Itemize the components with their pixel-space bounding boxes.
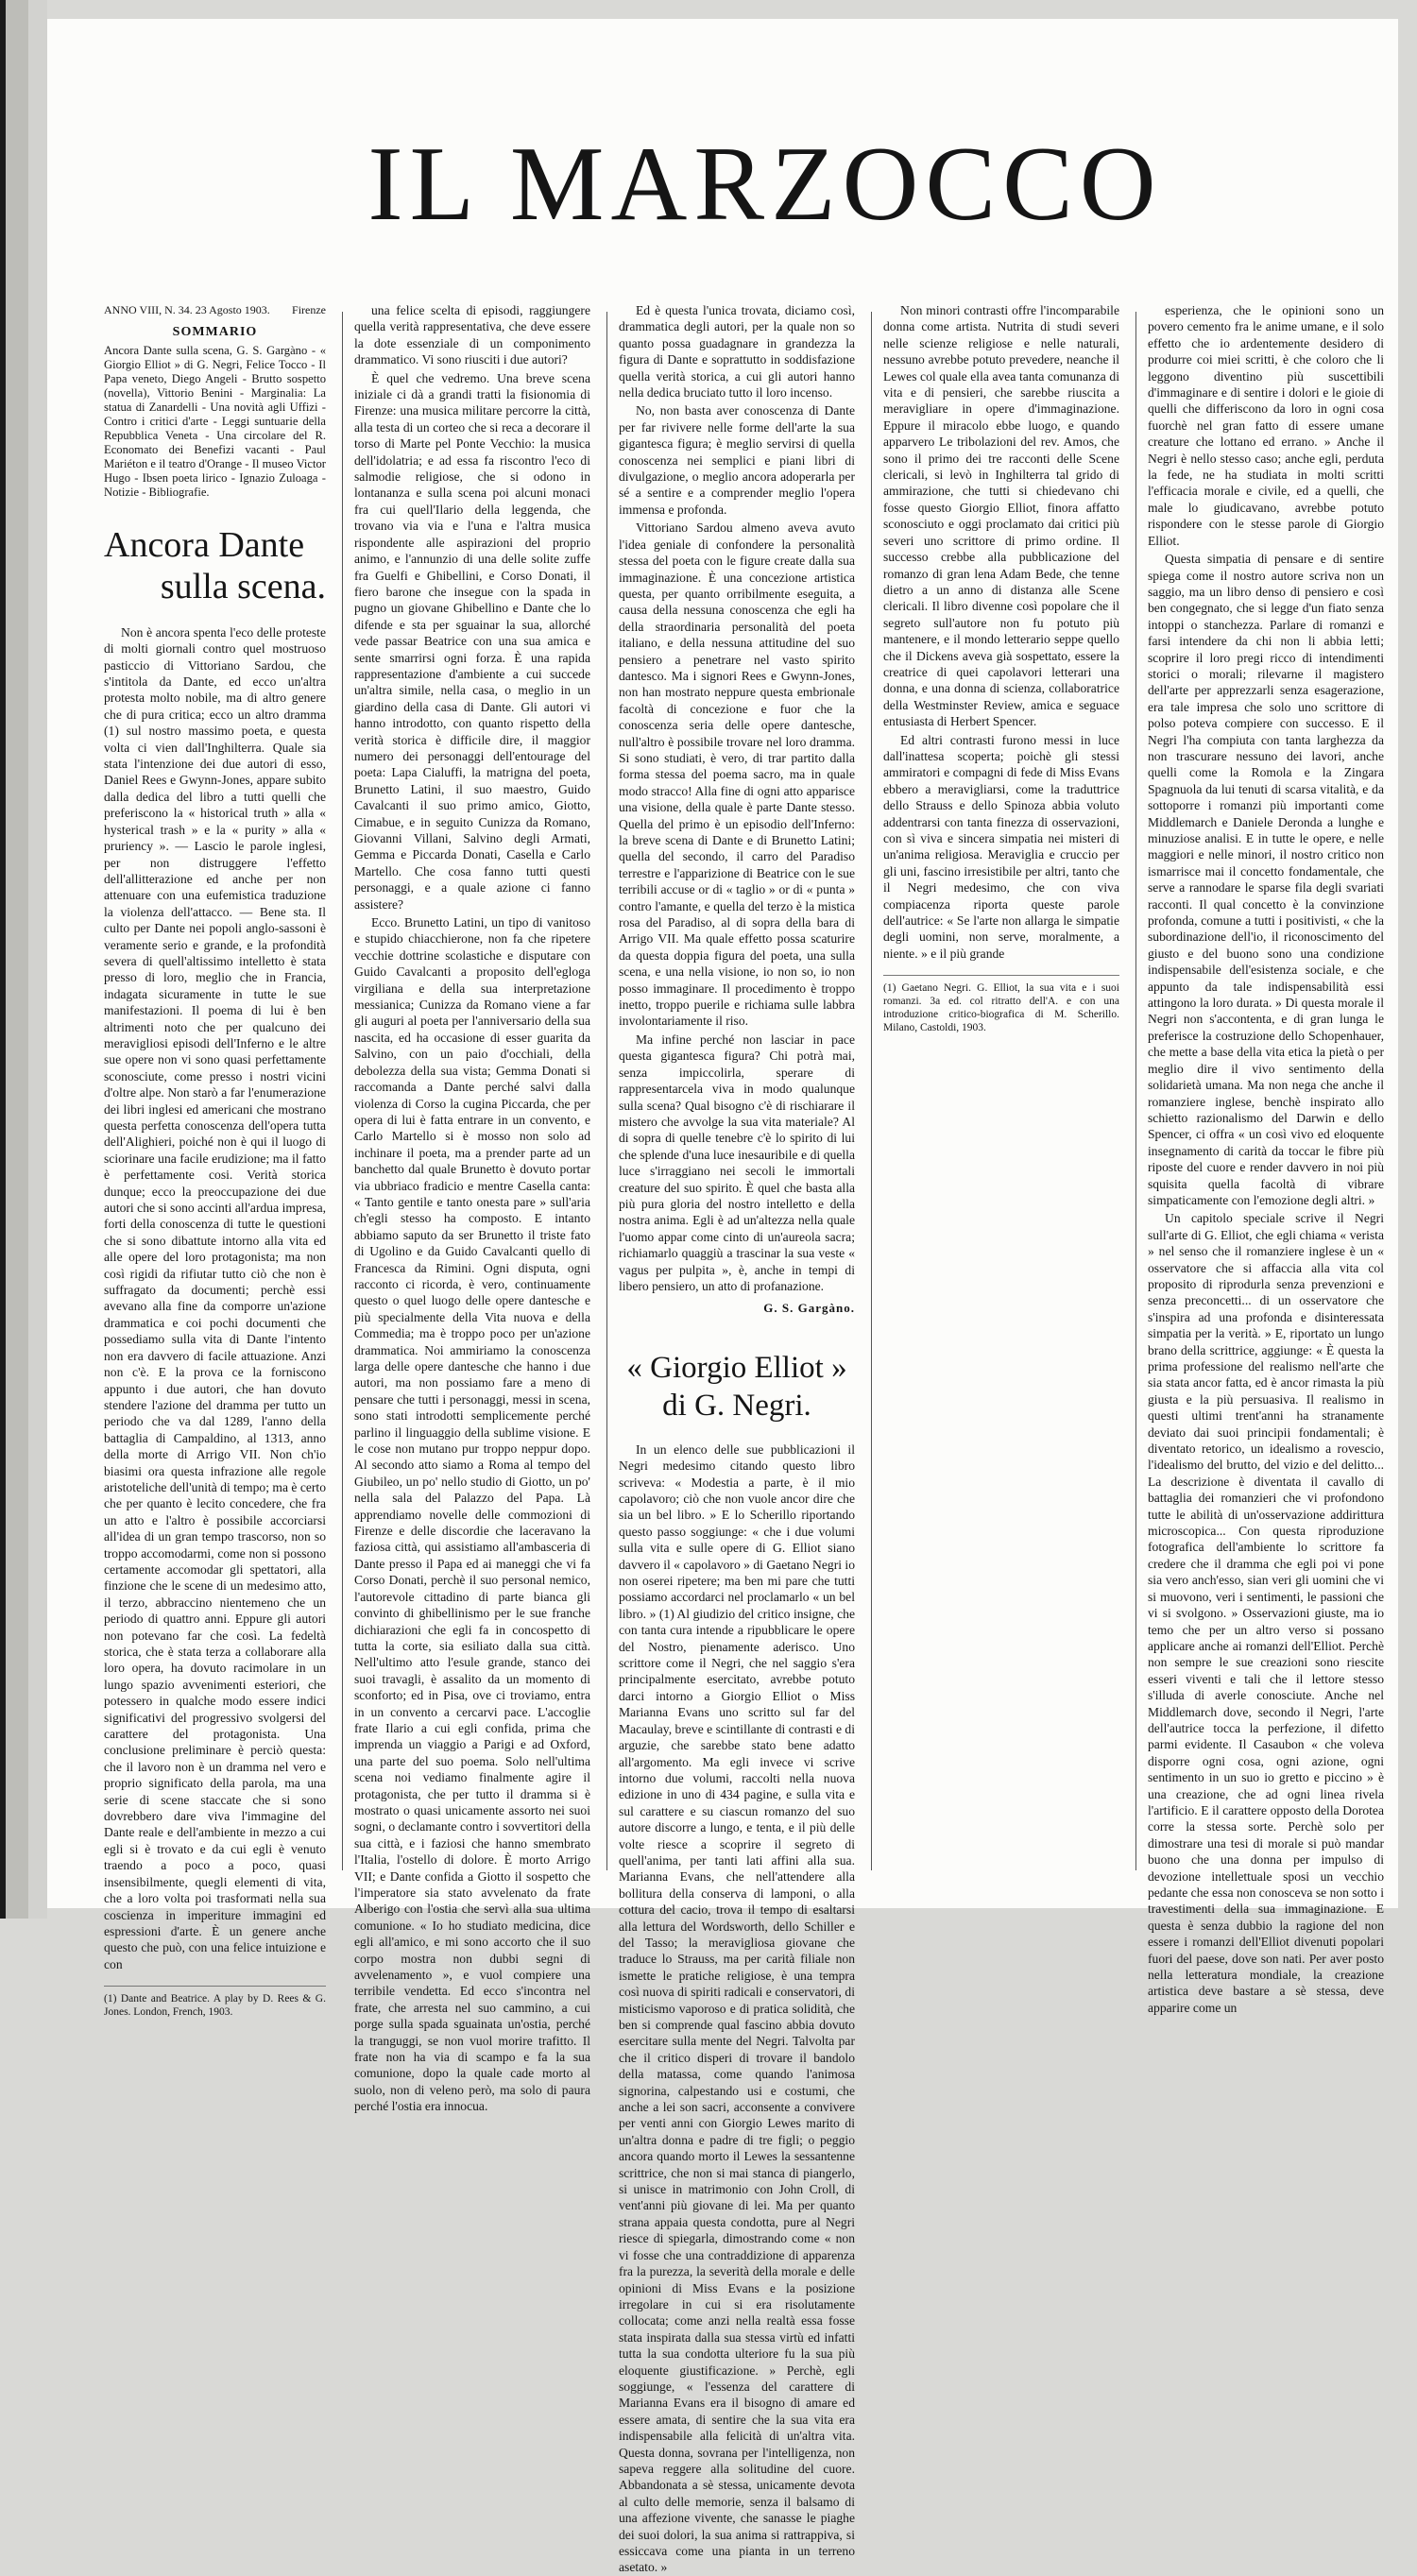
paragraph: Un capitolo speciale scrive il Negri sull'arte di G. Elliot, che egli chiama « verista » nel senso che il romanziere inglese è un « osservatore che si affaccia alla vita col proposito di riprodurla senza prevenzioni e senza preconcetti... di un osservatore che s'inspira ad una profonda e disinteressata simpatia per la verità. » E, riportato un lungo brano della scrittrice, aggiunge: « È questa la prima professione del realismo nell'arte che sia stata ancor fatta, ed è ancor rimasta la più giusta e la più persuasiva. Il realismo in questi ultimi trent'anni ha stranamente deviato dai suoi principii fondamentali; è diventato retorico, un idealismo a rovescio, l'idealismo del brutto, del vizio e del delitto... La descrizione è diventata il cavallo di battaglia dei romanzieri che vi profondono tutte le abilità di un'osservazione addirittura microscopica... Con questa riproduzione fotografica dell'ambiente lo scrittore fa credere che il dramma che egli poi vi pone sia vero anch'esso, sian veri gli uomini che vi si muovono, veri i sentimenti, le passioni che vi si svolgono. » Osservazioni giuste, ma io temo che per un altro verso si possano applicare anche ai romanzi dell'Elliot. Perchè non sempre le sue creazioni sono riescite esseri viventi e tali che il lettore stesso s'illuda di averle conosciute. Anche nel Middlemarch dove, secondo il Negri, l'arte dell'autrice tocca la perfezione, il difetto parmi evidente. Il Casaubon « che voleva disporre ogni cosa, ogni azione, ogni sentimento in un suo io gretto e piccino » è una creazione, che ad ogni linea rivela l'artificio. E il carattere opposto della Dorotea corre la stessa sorte. Perchè solo per dimostrare una tesi di morale si può mandar buono che una donna per impulso di devozione intellettuale sposi un vecchio pedante che essa non conosceva se non sotto i travestimenti della sua immaginazione. E questa è senza dubbio la ragione del non essere i romanzi dell'Elliot divenuti popolari fuori del paese, dove son nati. Per aver posto nella letteratura mondiale, la creazione artistica deve bastare a sè stessa, deve apparire come un	[1148, 1211, 1384, 2015]
footnote: (1) Dante and Beatrice. A play by D. Rees & G. Jones. London, French, 1903.	[104, 1986, 326, 2019]
paragraph: Ma infine perché non lasciar in pace questa gigantesca figura? Chi potrà mai, senza impiccolirla, sperare di rappresentarcela viva in modo qualunque sulla scena? Qual bisogno c'è di rischiarare il mistero che avvolge la sua vita materiale? Al di sopra di quelle tenebre c'è lo spirito di lui che splende d'una luce inesauribile e di quella luce s'irraggiano nei secoli le immortali creature del suo spirito. È quel che basta alla più pura gloria del nostro intelletto e della nostra anima. Egli è ad un'altezza nella quale l'uomo appar come cinto di un'aureola sacra; richiamarlo quaggiù a trascinar la sua veste « vagus per pulpita », è, anche in tempi di libero pensiero, un atto di profanazione.	[619, 1032, 855, 1293]
issue-city: Firenze	[292, 303, 326, 316]
column-rule	[606, 312, 607, 1870]
paragraph: Questa simpatia di pensare e di sentire spiega come il nostro autore scriva non un saggio, ma un libro denso di pensiero e così ben congegnato, che si legge d'un fiato senza intoppi o stanchezza. Parlare di romanzi e farsi intendere da chi non li abbia letti; scoprire il loro pregi ricco di intendimenti storici o morali; rilevarne il magistero dell'arte per apprezzarli senza esagerazione, era tale impresa che solo uno scrittore di polso poteva compiere con successo. E il Negri l'ha compiuta con tanta larghezza da non trascurare nessuno dei lavori, anche quelli come la Romola e la Zingara Spagnuola da lui tenuti di scarsa vitalità, e da sottoporre i romanzi più importanti come Middlemarch e Daniele Deronda a lunghe e minuziose analisi. E in tutte le opere, e nelle maggiori e nelle minori, il nostro critico non ismarrisce mai il concetto fondamentale, che serve a rannodare le sparse fila degli svariati racconti. Il qual concetto è la convinzione profonda, comune a tutti i positivisti, « che la subordinazione dell'io, il riconoscimento del giusto e del buono sono una condizione indispensabile dell'esistenza sociale, e che appunto da tale indispensabilità essi attingono la loro durata. » Di questa morale il Negri non s'accontenta, e di gran lunga le preferisce la costruzione dello Schopenhauer, che mette a base della vita etica la pietà o per meglio dire il vivo sentimento della solidarietà umana. Ma non nega che anche il romanziere inglese, benchè inspirato allo schietto razionalismo del Darwin e dello Spencer, ci offra « un così vivo ed eloquente insegnamento di carità da toccar le fibre più riposte del cuore e render davvero in noi più squisita quella facoltà di vibrare simpaticamente con l'emozione degli altri. »	[1148, 552, 1384, 1207]
article-title-line: di G. Negri.	[662, 1388, 811, 1423]
article-title-line: « Giorgio Elliot »	[626, 1350, 847, 1385]
masthead-title: IL MARZOCCO	[367, 126, 1163, 243]
column-5	[1148, 302, 1384, 2015]
paragraph: Ecco. Brunetto Latini, un tipo di vanitoso e stupido chiacchierone, non fa che ripetere vecchie dottrine scolastiche e disputare con Guido Cavalcanti a proposito dell'egloga virgiliana e della sua interpretazione messianica; Cunizza da Romano viene a far gli auguri al poeta per l'anniversario della sua nascita, ed ha occasione di esser guarita da Salvino, con un paio d'occhiali, della debolezza della sua vista; Gemma Donati si raccomanda a Dante perché salvi dalla violenza di Corso la cugina Piccarda, che per opera di lui è fatta entrare in un convento, e Carlo Martello si è mosso non solo ad inchinare il poeta, ma a prender parte ad un banchetto dal quale Brunetto è dovuto portar via ubbriaco fradicio e mentre Casella canta: « Tanto gentile e tanto onesta pare » sull'aria ch'egli stesso ha composto. E intanto abbiamo saputo da ser Brunetto il triste fato di Ugolino e da Guido Cavalcanti quello di Francesca da Rimini. Ogni disputa, ogni racconto ci ricorda, è vero, continuamente questo o quel luogo delle opere dantesche e più specialmente della Vita nuova e della Commedia; ma è troppo poco per un'azione drammatica. Noi ammiriamo la conoscenza larga delle opere dantesche che hanno i due autori, ma non possiamo fare a meno di pensare che tutti i personaggi, messi in scena, sono stati introdotti semplicemente perché parlino il linguaggio della sublime visione. E le cose non mutano pur troppo neppur dopo. Al secondo atto siamo a Roma al tempo del Giubileo, un po' nello studio di Giotto, un po' nella sala del Palazzo del Papa. Là apprendiamo novelle delle commozioni di Firenze e delle discordie che laceravano la faziosa città, qui assistiamo all'ambasceria di Dante presso il Papa ed ai maneggi che vi fa Corso Donati, perchè il suo personal nemico, l'autorevole cittadino di parte bianca gli convinto di ghibellinismo per le sue franche dichiarazioni che egli fa in concospetto di tutta la corte, sia esiliato dalla sua città. Nell'ultimo atto l'esule grande, stanco dei suoi travagli, è assalito da un momento di sconforto; ed in Pisa, ove ci troviamo, entra in un convento a cercarvi pace. L'accoglie frate Ilario a cui egli confida, prima che imprenda un viaggio a Parigi e ad Oxford, una parte del suo poema. Solo nell'ultima scena noi vediamo finalmente agire il protagonista, che per tutto il dramma si è mostrato o quasi unicamente assorto nei suoi sogni, o declamante contro i sovvertitori della sua città, e i faziosi che hanno smembrato l'Italia, l'ostello di dolore. È morto Arrigo VII; e Dante confida a Giotto il sospetto che l'imperatore sia stato avvelenato da frate Alberigo con l'ostia che servì alla sua ultima comunione. « Io ho studiato medicina, dice egli all'amico, e mi sono accorto che il suo corpo mostra non dubbi segni di avvelenamento », e vuol compiere una terribile vendetta. Ed ecco s'incontra nel frate, che arresta nel suo cammino, a cui porge sulla spada sguainata un'ostia, perché la tranguggi, se non vuol morire trafitto. Il frate non ha via di scampo e fa la sua comunione, dopo la quale cade morto al suolo, non di veleno però, ma solo di paura perché l'ostia era innocua.	[354, 915, 590, 2114]
paragraph: una felice scelta di episodi, raggiungere quella verità rappresentativa, che deve essere la dote essenziale di un componimento drammatico. Vi sono riusciti i due autori?	[354, 303, 590, 367]
paragraph: Ed è questa l'unica trovata, diciamo così, drammatica degli autori, per la quale non so quanto possa guadagnare in grandezza la figura di Dante e soprattutto in soddisfazione quella verità storica, a cui gli autori hanno nella dedica bruciato tutto il loro incenso.	[619, 303, 855, 401]
author-signature: G. S. Gargàno.	[763, 1301, 855, 1316]
binding-edge	[0, 0, 47, 1919]
column-rule	[871, 312, 872, 1870]
paragraph: esperienza, che le opinioni sono un povero cemento fra le anime umane, e il solo effetto che io ardentemente desidero di produrre coi miei scritti, è che coloro che li leggono diventino più suscettibili d'immaginare e di sentire i dolori e le gioie di quelli che differiscono da loro in ogni cosa fuorchè nel gran fatto di essere umane creature che lottano ed errano. » Anche il Negri è nello stesso caso; anche egli, perduta la fede, ne ha studiata in molti scritti l'efficacia morale e civile, ed a quelli, che male lo giudicavano, avrebbe potuto rispondere con le stesse parole di Giorgio Elliot.	[1148, 303, 1384, 548]
column-rule	[342, 312, 343, 1870]
paragraph: È quel che vedremo. Una breve scena iniziale ci dà a grandi tratti la fisionomia di Firenze: una musica militare percorre la città, alla testa di un corteo che si reca a decorare il torso di Marte pel Ponte Vecchio: la musica dell'idolatria; e ad essa fa riscontro l'eco di salmodie religiose, che si odono in lontananza e sulla scena poi alcuni monaci fra cui quell'Ilario della leggenda, che trovano via via e l'una e l'altra musica rispondente alle aspirazioni del proprio animo, e l'annunzio di una delle solite zuffe fra Guelfi e Ghibellini, e Corso Donati, il fiero barone che insegue con la spada in pugno un giovane Ghibellino e Dante che lo difende e sta per sguainar la sua, allorché vede passar Beatrice con una sua amica e sente smarrirsi ogni forza. È una rapida rappresentazione d'ambiente a cui succede un'altra simile, nella casa, o meglio in un giardino della casa di Dante. Gli autori vi hanno introdotto, con quanto rispetto della verità storica è difficile dire, il maggior numero dei personaggi dell'entourage del poeta: Lapa Cialuffi, la matrigna del poeta, Brunetto Latini, il suo maestro, Guido Cavalcanti il suo primo amico, Giotto, Cimabue, e in seguito Cunizza da Romano, Giovanni Villani, Salvino degli Armati, Gemma e Piccarda Donati, Casella e Carlo Martello. Che cosa fanno tutti questi personaggi, e a quale azione ci fanno assistere?	[354, 370, 590, 912]
paragraph: Ed altri contrasti furono messi in luce dall'inattesa scoperta; poichè gli stessi ammiratori e compagni di fede di Miss Evans ebbero a meravigliarsi, come la traduttrice dello Strauss e dello Spinoza abbia voluto addentrarsi con tanta finezza di osservazioni, con sì viva e sincera simpatia nei misteri di un'anima religiosa. Meraviglia e cruccio per gli uni, fascino irresistibile per altri, tanto che il Negri medesimo, che con viva compiacenza riporta queste parole dell'autrice: « Se l'arte non allarga le simpatie degli uomini, non serve, moralmente, a niente. » e il più grande	[883, 732, 1119, 961]
summary-text: Ancora Dante sulla scena, G. S. Gargàno - « Giorgio Elliot » di G. Negri, Felice Tocco - Il Papa veneto, Diego Angeli - Brutto sospetto (novella), Vittorio Benini - Marginalia: La statua di Zanardelli - Una novità agli Uffizi - Contro i critici d'arte - Leggi suntuarie della Repubblica Veneta - Una circolare del R. Economato dei Benefizi vacanti - Paul Mariéton e il teatro d'Orange - Il museo Victor Hugo - Ibsen poeta lirico - Ignazio Zuloaga - Notizie - Bibliografie.	[104, 343, 326, 499]
newspaper-page	[47, 19, 1398, 2575]
article-title	[619, 1349, 855, 1424]
article-title-line: sulla scena.	[160, 566, 326, 606]
issue-info: ANNO VIII, N. 34. 23 Agosto 1903.	[104, 303, 270, 316]
column-1	[104, 302, 326, 2019]
article-title	[104, 524, 326, 607]
paragraph: Non minori contrasti offre l'incomparabile donna come artista. Nutrita di studi severi nelle scienze religiose e nelle naturali, nessuno avrebbe potuto prevedere, neanche il Lewes col quale ella avea tanta comunanza di vita e di pensieri, che sarebbe riuscita a meravigliare in opere d'immaginazione. Eppure il miracolo ebbe luogo, e quando apparvero Le tribolazioni del rev. Amos, che sono il primo dei tre racconti delle Scene clericali, si levò in Inghilterra tal grido di ammirazione, che tutti si chiedevano chi fosse questo Giorgio Elliot, finora affatto sconosciuto e oggi proclamato dai critici più severi uno scrittore di primo ordine. Il successo crebbe alla pubblicazione del romanzo di gran lena Adam Bede, che tenne dietro a un anno di distanza alle Scene clericali. Il libro divenne così popolare che il segreto sull'autore non fu potuto più mantenere, e il mondo letterario seppe quello che il Dickens aveva già sospettato, essere la creatrice di quei capolavori letterari una donna, e una donna di scienza, collaboratrice della Westminster Review, amica e seguace entusiasta di Herbert Spencer.	[883, 303, 1119, 729]
column-3	[619, 302, 855, 2575]
column-rule	[1135, 312, 1136, 1870]
paragraph: In un elenco delle sue pubblicazioni il Negri medesimo citando questo libro scriveva: « Modestia a parte, è il mio capolavoro; ciò che non vuole ancor dire che sia un bel libro. » E lo Scherillo riportando questo passo soggiunge: « che i due volumi sulla vita e sulle opere di G. Elliot siano davvero il « capolavoro » di Gaetano Negri io non oserei ripetere; ma ben mi pare che tutti possiamo accordarci nel proclamarlo « un bel libro. » (1) Al giudizio del critico insigne, che con tanta cura intende a ripubblicare le opere del Nostro, pienamente aderisco. Uno scrittore come il Negri, che nel saggio s'era principalmente esercitato, avrebbe potuto darci intorno a Giorgio Elliot o Miss Marianna Evans uno scritto sul far del Macaulay, breve e scintillante di contrasti e di arguzie, che sarebbe stato bene adatto all'argomento. Ma egli invece vi scrive intorno due volumi, raccolti nella nuova edizione in uno di 434 pagine, e sulla vita e sul carattere e su ciascun romanzo del suo autore discorre a lungo, e tenta, e il più delle volte riesce a scoprire il segreto di quell'anima, per tanti lati affini alla sua. Marianna Evans, che nell'attendere alla bollitura della conserva di lamponi, o alla cottura del cacio, trova il tempo di esaltarsi alla lettura del Wordsworth, dello Schiller e del Tasso; la meravigliosa giovane che traduce lo Strauss, ma per carità filiale non ismette le pratiche religiose, è una tempra così nuova di spiriti radicali e conservatori, di misticismo vaporoso e di pratica solidità, che ben si comprende qual fascino abbia dovuto esercitare sulla mente del Negri. Talvolta par che il critico disperi di trovare il bandolo della matassa, come quando l'animosa signorina, calpestando usi e costumi, che anche a lei son sacri, acconsente a convivere per venti anni con Giorgio Lewes marito di un'altra donna e padre di tre figli; o peggio ancora quando morto il Lewes la sessantenne scrittrice, che non si mai stanca di piangerlo, si unisce in matrimonio con John Croll, di vent'anni più giovane di lei. Ma per quanto strana appaia questa condotta, pure al Negri riesce di spiegarla, dimostrando come « non vi fosse che una contraddizione di apparenza fra la purezza, la severità della morale e delle opinioni di Miss Evans e la posizione irregolare in cui si era risolutamente collocata; come anzi nella realtà essa fosse stata inspirata dalla sua stessa virtù ed infatti tutta la sua condotta ulteriore fu la sua più eloquente giustificazione. » Perchè, egli soggiunge, « l'essenza del carattere di Marianna Evans era il bisogno di amare ed essere amata, di sentire che la sua vita era indispensabile alla felicità di un'altra vita. Questa donna, sovrana per l'intelligenza, non sapeva reggere alla solitudine del cuore. Abbandonata a sè stessa, unicamente devota al culto delle memorie, senza il balsamo di una affezione vivente, che sanasse le piaghe dei suoi dolori, la sua anima si rattrappiva, si essiccava come una pianta in un terreno asetato. »	[619, 1442, 855, 2575]
column-2	[354, 302, 590, 2114]
summary-heading: SOMMARIO	[172, 325, 258, 340]
paragraph: Vittoriano Sardou almeno aveva avuto l'idea geniale di confondere la personalità stessa del poeta con le figure create dalla sua immaginazione. È una concezione artistica questa, per quanto orribilmente eseguita, a causa della nessuna conoscenza che egli ha della straordinaria personalità del poeta italiano, e della nessuna attitudine del suo pensiero a penetrare nel vasto spirito dantesco. Ma i signori Rees e Gwynn-Jones, non han mostrato neppure questa embrionale facoltà di concezione e fuor che la conoscenza seria delle opere dantesche, null'altro è possibile trovare nel loro dramma. Si sono studiati, è vero, di trar partito dalla forma stessa del poema sacro, ma in quale modo stracco! Alla fine di ogni atto apparisce una visione, della quale è parte Dante stesso. Quella del primo è un episodio dell'Inferno: la breve scena di Dante e di Brunetto Latini; quella del secondo, il carro del Paradiso terrestre e l'apparizione di Beatrice con le sue terribili accuse or di « taglio » or di « punta » contro l'amante, e quella del terzo è la mistica rosa del Paradiso, al di sopra della bara di Arrigo VII. Ma quale effetto possa scaturire da questa doppia figura del poeta, una sulla scena, e una nella visione, io non so, io non posso immaginare. Il procedimento è troppo inetto, troppo puerile e richiama sulle labbra involontariamente il riso.	[619, 520, 855, 1029]
paragraph: Non è ancora spenta l'eco delle proteste di molti giornali contro quel mostruoso pasticcio di Vittoriano Sardou, che s'intitola da Dante, ed ecco un'altra protesta molto nobile, ma di altro genere che di pura critica; ecco un altro dramma (1) sul nostro massimo poeta, e questa volta ci vien dall'Inghilterra. Quale sia stata l'intenzione dei due autori di esso, Daniel Rees e Gwynn-Jones, appare subito dalla dedica del libro a tutti quelli che preferiscono la « historical truth » alla « hysterical trash » e la « purity » alla « pruriency ». — Lascio le parole inglesi, per non distruggere l'effetto dell'allitterazione ed anche per non attenuare con una eufemistica traduzione la violenza dell'attacco. — Bene sta. Il culto per Dante nei popoli anglo-sassoni è veramente serio e grande, e la profondità severa di quell'altissimo intelletto è stata presso di loro, meglio che in Francia, indagata sicuramente in tutte le sue manifestazioni. Il poema di lui è ben altrimenti noto che per qualcuno dei meravigliosi episodi dell'Inferno e le altre sue opere non vi sono quasi perfettamente sconosciute, come presso i nostri vicini d'oltre alpe. Non starò a far l'enumerazione dei libri inglesi ed americani che mostrano questa perfetta conoscenza dell'opera tutta dell'Alighieri, poiché non è qui il luogo di sciorinare una facile erudizione; ma il fatto è perfettamente cosi. Verità storica dunque; ecco la preoccupazione dei due autori che si sono accinti all'ardua impresa, forti della conoscenza di tutte le questioni che si sono dibattute intorno alla vita ed alle opere del loro protagonista; ma non così rigidi da rifiutar tutto ciò che non è suffragato da documenti; perchè essi avevano alla fine da comporre un'azione drammatica e coi pochi documenti che possediamo sulla vita di Dante l'intento non era davvero di facile attuazione. Anzi non c'è. E la prova ce la forniscono appunto i due autori, che han dovuto stendere l'azione del dramma per tutto un periodo che va dal 1289, l'anno della battaglia di Campaldino, al 1313, anno della morte di Arrigo VII. Non ch'io biasimi ora questa infrazione alle regole aristoteliche dell'unità di tempo; ma è certo che per quanto è lecito concedere, che fra un atto e l'altro è possibile accorciarsi all'idea di un gran tempo trascorso, non so troppo accomodarmi, come non si possono certamente accomodar gli spettatori, alla finzione che le scene di un medesimo atto, il terzo, abbraccino nientemeno che un periodo di quattro anni. Eppure gli autori non potevano far che così. La fedeltà storica, che è stata terza a collaborare alla loro opera, ha dovuto racimolare in un lungo spazio avvenimenti esteriori, che potessero in qualche modo essere indici significativi del progressivo svolgersi del carattere del protagonista. Una conclusione preliminare è perciò questa: che il lavoro non è un dramma nel vero e proprio significato della parola, ma una serie di scene staccate che si sono dovrebbero dare viva l'immagine del Dante reale e dell'ambiente in mezzo a cui egli si è trovato e da cui egli è venuto traendo a poco a poco, quasi insensibilmente, quegli elementi di vita, che a loro volta poi trasformati nella sua coscienza in imperiture immagini ed espressioni d'arte. È un genere anche questo che può, con una felice intuizione e con	[104, 624, 326, 1971]
article-title-line: Ancora Dante	[104, 524, 305, 565]
footnote: (1) Gaetano Negri. G. Elliot, la sua vita e i suoi romanzi. 3a ed. col ritratto dell'A. e con una introduzione critico-biografica di M. Scherillo. Milano, Castoldi, 1903.	[883, 975, 1119, 1034]
paragraph: No, non basta aver conoscenza di Dante per far rivivere nelle forme dell'arte la sua gigantesca figura; è meglio servirsi di quella conoscenza nei semplici e piani libri di divulgazione, o meglio ancora adoperarla per sé a sentire e a comprender meglio l'opera immensa e profonda.	[619, 403, 855, 517]
issue-line	[104, 302, 326, 318]
column-4	[883, 302, 1119, 1889]
